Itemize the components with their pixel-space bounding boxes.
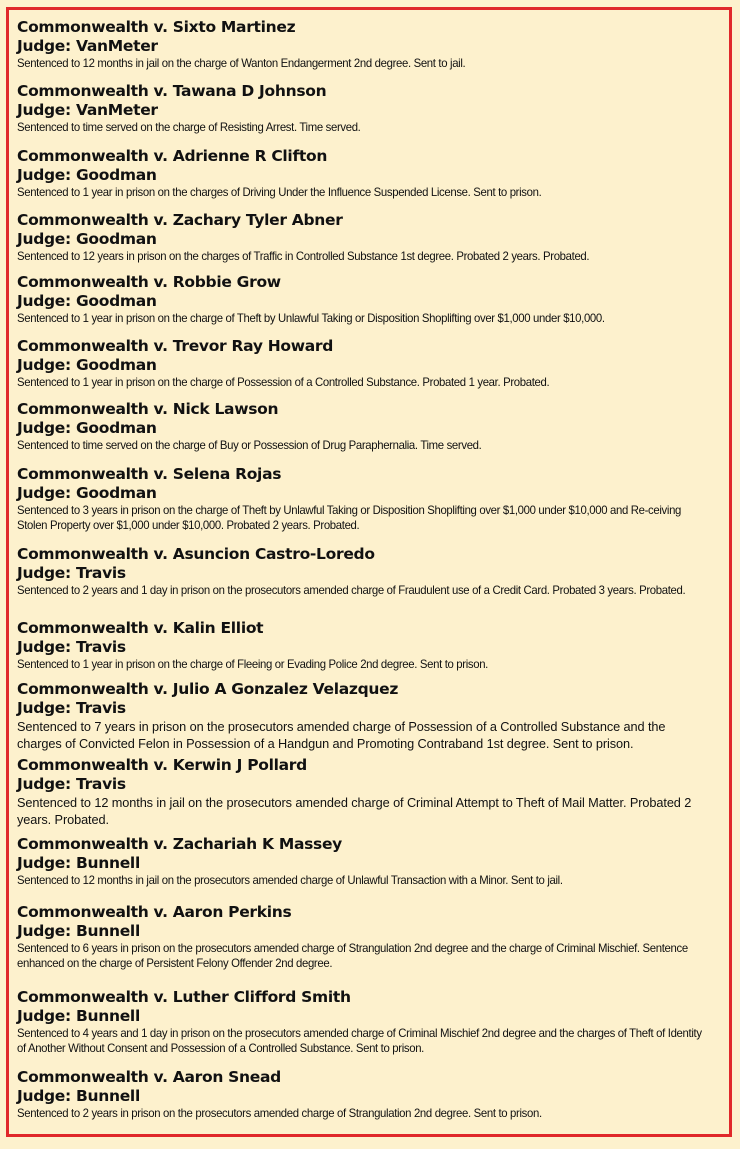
case-judge: Judge: Travis [17, 775, 126, 793]
case-judge: Judge: Travis [17, 638, 126, 656]
case-title: Commonwealth v. Adrienne R Clifton [17, 147, 328, 165]
case-entry [17, 1068, 723, 1121]
case-sentence: Sentenced to 2 years and 1 day in prison on the prosecutors amended charge of Fraudulent use of a Credit Card. Probated 3 years. Probated. [17, 584, 686, 597]
case-entry [17, 337, 723, 390]
case-judge: Judge: VanMeter [17, 101, 158, 119]
case-judge: Judge: Bunnell [17, 1087, 140, 1105]
case-entry [17, 465, 723, 533]
case-sentence: Sentenced to 1 year in prison on the charge of Theft by Unlawful Taking or Disposition Shoplifting over $1,000 under $10,000. [17, 312, 605, 325]
case-title: Commonwealth v. Tawana D Johnson [17, 82, 327, 100]
case-entry [17, 82, 723, 135]
case-sentence: Sentenced to 4 years and 1 day in prison on the prosecutors amended charge of Criminal Mischief 2nd degree and the charges of Theft of Identity of Another Without Consent and Possession of a Controlled Substance. Sent to prison. [17, 1027, 702, 1055]
case-judge: Judge: Bunnell [17, 854, 140, 872]
case-sentence: Sentenced to 3 years in prison on the charge of Theft by Unlawful Taking or Disposition Shoplifting over $1,000 under $10,000 and Re-ceiving Stolen Property over $1,000 under $10,000. Probated 2 years. Probated. [17, 504, 682, 532]
case-title: Commonwealth v. Julio A Gonzalez Velazquez [17, 680, 399, 698]
case-title: Commonwealth v. Aaron Perkins [17, 903, 292, 921]
case-title: Commonwealth v. Trevor Ray Howard [17, 337, 334, 355]
case-entry [17, 988, 723, 1056]
case-judge: Judge: Travis [17, 564, 126, 582]
case-entry [17, 835, 723, 888]
case-title: Commonwealth v. Kerwin J Pollard [17, 756, 307, 774]
case-judge: Judge: Bunnell [17, 1007, 140, 1025]
case-judge: Judge: Goodman [17, 292, 157, 310]
case-judge: Judge: VanMeter [17, 37, 158, 55]
case-sentence: Sentenced to 12 months in jail on the prosecutors amended charge of Criminal Attempt to Theft of Mail Matter. Probated 2 years. Probated. [17, 795, 692, 827]
case-sentence: Sentenced to time served on the charge of Buy or Possession of Drug Paraphernalia. Time served. [17, 439, 482, 452]
case-sentence: Sentenced to 12 months in jail on the prosecutors amended charge of Unlawful Transaction with a Minor. Sent to jail. [17, 874, 563, 887]
case-title: Commonwealth v. Nick Lawson [17, 400, 279, 418]
case-entry [17, 619, 723, 672]
case-sentence: Sentenced to 1 year in prison on the charges of Driving Under the Influence Suspended License. Sent to prison. [17, 186, 542, 199]
case-judge: Judge: Goodman [17, 230, 157, 248]
case-sentence: Sentenced to 1 year in prison on the charge of Possession of a Controlled Substance. Probated 1 year. Probated. [17, 376, 550, 389]
case-title: Commonwealth v. Selena Rojas [17, 465, 282, 483]
case-title: Commonwealth v. Zachary Tyler Abner [17, 211, 343, 229]
case-title: Commonwealth v. Sixto Martinez [17, 18, 296, 36]
case-entry [17, 756, 723, 828]
case-entry [17, 18, 723, 71]
case-title: Commonwealth v. Asuncion Castro-Loredo [17, 545, 375, 563]
case-entry [17, 273, 723, 326]
case-judge: Judge: Goodman [17, 484, 157, 502]
court-records-panel [6, 7, 732, 1137]
case-entry [17, 211, 723, 264]
case-title: Commonwealth v. Robbie Grow [17, 273, 281, 291]
case-entry [17, 400, 723, 453]
case-judge: Judge: Goodman [17, 166, 157, 184]
case-judge: Judge: Bunnell [17, 922, 140, 940]
case-sentence: Sentenced to 6 years in prison on the prosecutors amended charge of Strangulation 2nd degree and the charge of Criminal Mischief. Sentence enhanced on the charge of Persistent Felony Offender 2nd degree. [17, 942, 688, 970]
case-sentence: Sentenced to 2 years in prison on the prosecutors amended charge of Strangulation 2nd degree. Sent to prison. [17, 1107, 542, 1120]
case-sentence: Sentenced to time served on the charge of Resisting Arrest. Time served. [17, 121, 361, 134]
case-sentence: Sentenced to 12 months in jail on the charge of Wanton Endangerment 2nd degree. Sent to jail. [17, 57, 466, 70]
case-entry [17, 903, 723, 971]
case-title: Commonwealth v. Luther Clifford Smith [17, 988, 351, 1006]
case-judge: Judge: Goodman [17, 419, 157, 437]
case-entry [17, 545, 723, 598]
case-judge: Judge: Travis [17, 699, 126, 717]
case-sentence: Sentenced to 1 year in prison on the charge of Fleeing or Evading Police 2nd degree. Sent to prison. [17, 658, 489, 671]
case-title: Commonwealth v. Kalin Elliot [17, 619, 264, 637]
case-judge: Judge: Goodman [17, 356, 157, 374]
case-sentence: Sentenced to 12 years in prison on the charges of Traffic in Controlled Substance 1st degree. Probated 2 years. Probated. [17, 250, 590, 263]
case-entry [17, 680, 723, 752]
case-sentence: Sentenced to 7 years in prison on the prosecutors amended charge of Possession of a Controlled Substance and the charges of Convicted Felon in Possession of a Handgun and Promoting Contraband 1st degree. Sent to prison. [17, 719, 666, 751]
case-title: Commonwealth v. Aaron Snead [17, 1068, 281, 1086]
case-title: Commonwealth v. Zachariah K Massey [17, 835, 342, 853]
case-entry [17, 147, 723, 200]
